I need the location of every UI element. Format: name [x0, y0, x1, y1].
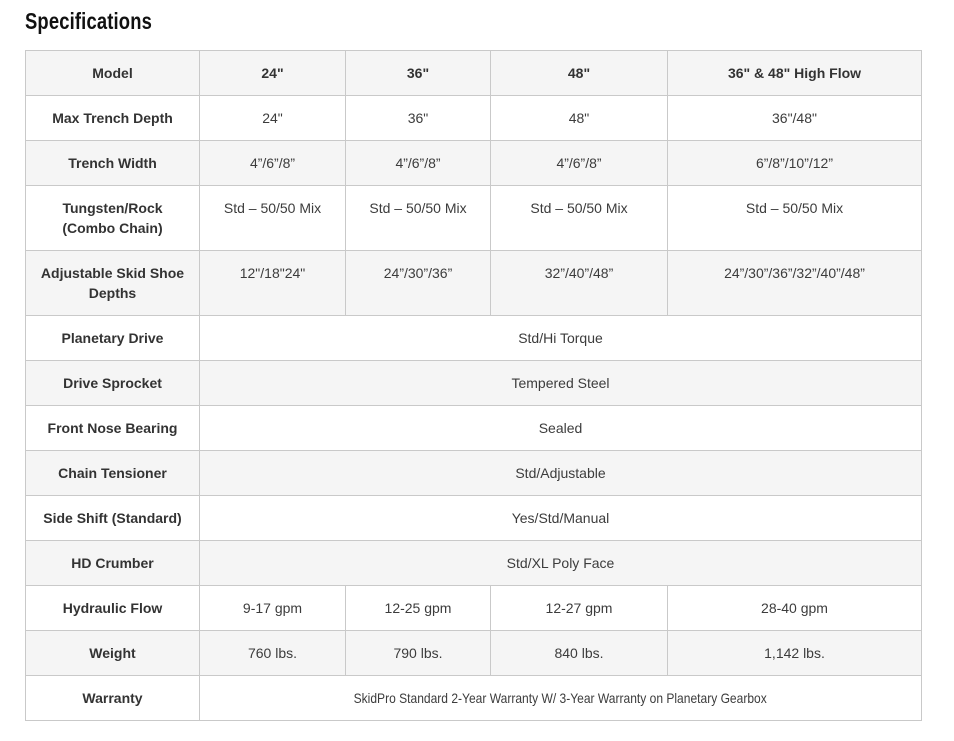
table-cell: 760 lbs. — [200, 631, 346, 676]
table-cell-span: Std/Hi Torque — [200, 316, 922, 361]
row-label: Hydraulic Flow — [26, 586, 200, 631]
column-header-model: Model — [26, 51, 200, 96]
row-label: Trench Width — [26, 141, 200, 186]
table-cell: 28-40 gpm — [668, 586, 922, 631]
table-cell-span: Tempered Steel — [200, 361, 922, 406]
table-row-planetary-drive — [26, 316, 922, 361]
row-label: Front Nose Bearing — [26, 406, 200, 451]
warranty-text: SkidPro Standard 2-Year Warranty W/ 3-Year Warranty on Planetary Gearbox — [353, 690, 768, 706]
table-cell: 4”/6”/8” — [346, 141, 491, 186]
table-cell-span: Std/XL Poly Face — [200, 541, 922, 586]
table-row-trench-width — [26, 141, 922, 186]
table-row-front-nose-bearing — [26, 406, 922, 451]
table-cell-span: Yes/Std/Manual — [200, 496, 922, 541]
table-cell: 12-27 gpm — [491, 586, 668, 631]
column-header-48: 48" — [491, 51, 668, 96]
table-cell: 24" — [200, 96, 346, 141]
row-label: Adjustable Skid Shoe Depths — [26, 251, 200, 316]
table-row-drive-sprocket — [26, 361, 922, 406]
row-label: Warranty — [26, 676, 200, 721]
table-row-hd-crumber — [26, 541, 922, 586]
table-cell: 36" — [346, 96, 491, 141]
table-row-side-shift — [26, 496, 922, 541]
page-title: Specifications — [25, 8, 152, 34]
table-row-chain-tensioner — [26, 451, 922, 496]
table-cell: 36"/48" — [668, 96, 922, 141]
row-label: Drive Sprocket — [26, 361, 200, 406]
column-header-36: 36" — [346, 51, 491, 96]
table-cell: 9-17 gpm — [200, 586, 346, 631]
table-cell: Std – 50/50 Mix — [491, 186, 668, 251]
table-cell: 24”/30”/36”/32”/40”/48” — [668, 251, 922, 316]
table-cell: 32”/40”/48” — [491, 251, 668, 316]
row-label: Planetary Drive — [26, 316, 200, 361]
table-cell: 6”/8”/10”/12” — [668, 141, 922, 186]
table-cell: 1,142 lbs. — [668, 631, 922, 676]
table-row-adjustable-skid-shoe — [26, 251, 922, 316]
table-cell: 24”/30”/36” — [346, 251, 491, 316]
table-cell: 12"/18"24" — [200, 251, 346, 316]
table-header-row — [26, 51, 922, 96]
specifications-table — [25, 50, 922, 721]
table-cell: Std – 50/50 Mix — [200, 186, 346, 251]
table-cell-span: Std/Adjustable — [200, 451, 922, 496]
table-cell: 4”/6”/8” — [200, 141, 346, 186]
table-cell: 4”/6”/8” — [491, 141, 668, 186]
table-cell: 790 lbs. — [346, 631, 491, 676]
row-label: Weight — [26, 631, 200, 676]
column-header-highflow: 36" & 48" High Flow — [668, 51, 922, 96]
table-cell: 12-25 gpm — [346, 586, 491, 631]
table-row-hydraulic-flow — [26, 586, 922, 631]
table-cell-span — [200, 676, 922, 721]
row-label: Side Shift (Standard) — [26, 496, 200, 541]
table-cell: Std – 50/50 Mix — [346, 186, 491, 251]
table-row-weight — [26, 631, 922, 676]
row-label: Tungsten/Rock (Combo Chain) — [26, 186, 200, 251]
table-cell: Std – 50/50 Mix — [668, 186, 922, 251]
column-header-24: 24" — [200, 51, 346, 96]
table-cell: 48" — [491, 96, 668, 141]
row-label: Chain Tensioner — [26, 451, 200, 496]
table-row-tungsten-rock — [26, 186, 922, 251]
table-row-warranty — [26, 676, 922, 721]
row-label: HD Crumber — [26, 541, 200, 586]
table-cell-span: Sealed — [200, 406, 922, 451]
table-cell: 840 lbs. — [491, 631, 668, 676]
row-label: Max Trench Depth — [26, 96, 200, 141]
table-row-max-trench-depth — [26, 96, 922, 141]
